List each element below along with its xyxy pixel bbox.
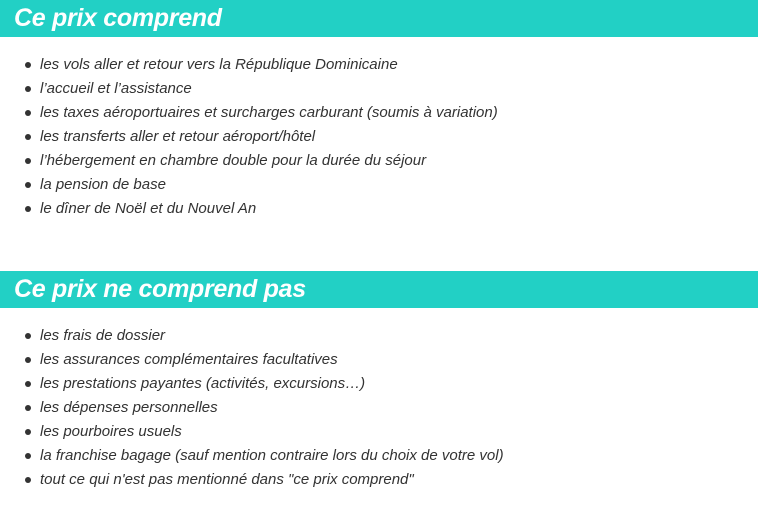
included-item-text: l’accueil et l’assistance [40,80,192,97]
bullet-icon [25,381,31,387]
bullet-icon [25,86,31,92]
not-included-item-text: tout ce qui n'est pas mentionné dans "ce prix comprend" [40,471,414,488]
included-list-item [0,77,758,101]
not-included-list-item [0,396,758,420]
included-item-text: la pension de base [40,176,166,193]
not-included-item-text: les frais de dossier [40,327,166,344]
not-included-list-item [0,420,758,444]
included-list-item [0,149,758,173]
bullet-icon [25,110,31,116]
not-included-list-item [0,444,758,468]
included-item-text: les transferts aller et retour aéroport/hôtel [40,128,316,145]
bullet-icon [25,158,31,164]
included-item-text: le dîner de Noël et du Nouvel An [40,200,257,217]
not-included-item-text: les pourboires usuels [40,423,182,440]
not-included-list-item [0,372,758,396]
included-list-item [0,101,758,125]
bullet-icon [25,182,31,188]
included-item-text: l’hébergement en chambre double pour la durée du séjour [40,152,427,169]
included-list-item [0,125,758,149]
bullet-icon [25,357,31,363]
included-section-header [0,0,758,37]
bullet-icon [25,333,31,339]
not-included-item-text: les dépenses personnelles [40,399,218,416]
not-included-item-text: les assurances complémentaires facultatives [40,351,338,368]
not-included-section-title: Ce prix ne comprend pas [14,275,306,303]
bullet-icon [25,405,31,411]
not-included-list [0,324,758,492]
not-included-item-text: la franchise bagage (sauf mention contraire lors du choix de votre vol) [40,447,504,464]
included-item-text: les vols aller et retour vers la République Dominicaine [40,56,398,73]
bullet-icon [25,453,31,459]
bullet-icon [25,477,31,483]
not-included-section-header [0,271,758,308]
included-item-text: les taxes aéroportuaires et surcharges carburant (soumis à variation) [40,104,498,121]
bullet-icon [25,134,31,140]
not-included-item-text: les prestations payantes (activités, excursions…) [40,375,366,392]
included-list-item [0,53,758,77]
included-section-title: Ce prix comprend [14,4,222,32]
not-included-list-item [0,324,758,348]
included-list [0,53,758,221]
bullet-icon [25,206,31,212]
included-list-item [0,173,758,197]
bullet-icon [25,62,31,68]
bullet-icon [25,429,31,435]
not-included-list-item [0,468,758,492]
not-included-list-item [0,348,758,372]
included-list-item [0,197,758,221]
